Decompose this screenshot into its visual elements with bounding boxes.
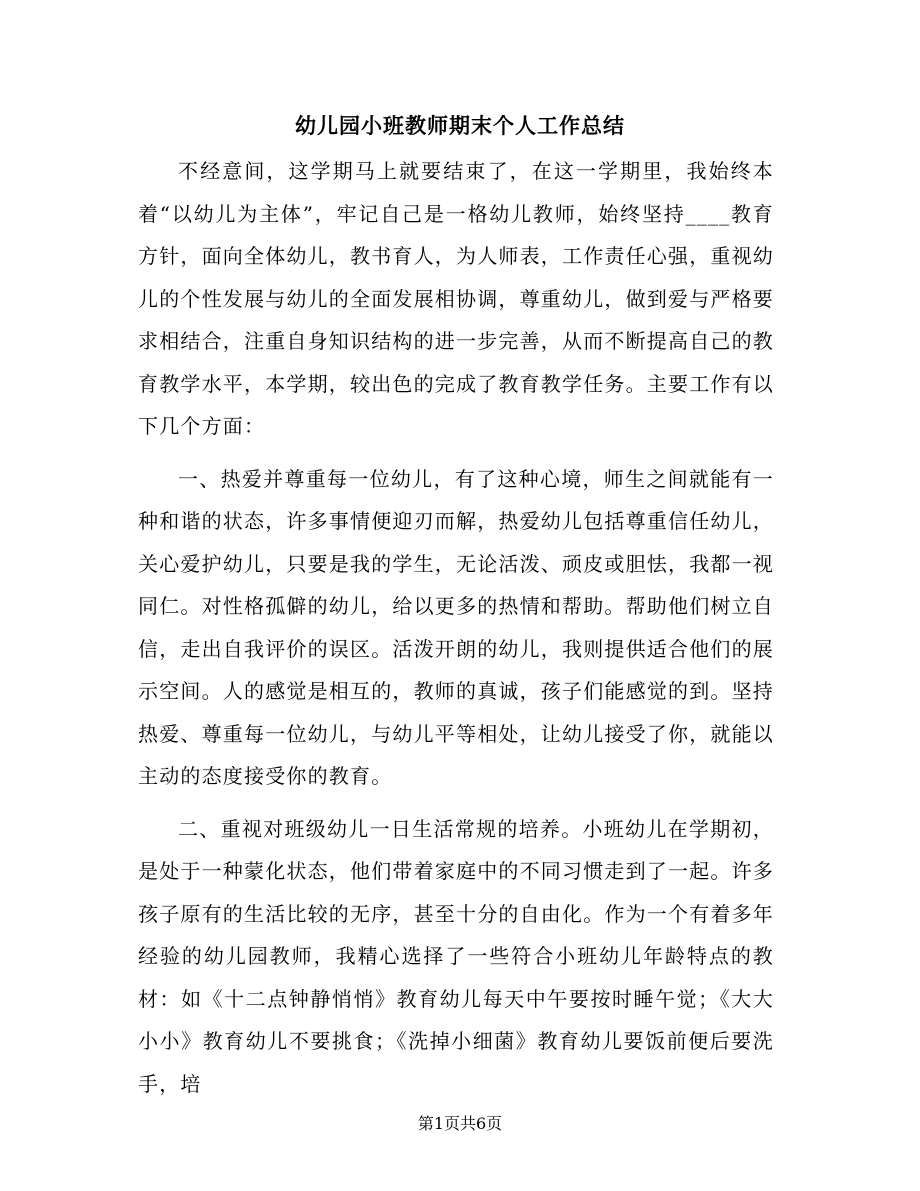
paragraph-spacer: [138, 798, 774, 808]
paragraph-spacer: [138, 448, 774, 458]
document-title: 幼儿园小班教师期末个人工作总结: [295, 113, 625, 138]
page-number-footer: 第1页共6页: [417, 1114, 503, 1133]
document-body: [138, 150, 774, 1105]
paragraph-intro: 不经意间，这学期马上就要结束了，在这一学期里，我始终本着“以幼儿为主体”，牢记自己是一格幼儿教师，始终坚持____教育方针，面向全体幼儿，教书育人，为人师表，工作责任心强，重视幼儿的个性发展与幼儿的全面发展相协调，尊重幼儿，做到爱与严格要求相结合，注重自身知识结构的进一步完善，从而不断提高自己的教育教学水平，本学期，较出色的完成了教育教学任务。主要工作有以下几个方面：: [138, 159, 774, 438]
paragraph-section-two: 二、重视对班级幼儿一日生活常规的培养。小班幼儿在学期初，是处于一种蒙化状态，他们带着家庭中的不同习惯走到了一起。许多孩子原有的生活比较的无序，甚至十分的自由化。作为一个有着多年经验的幼儿园教师，我精心选择了一些符合小班幼儿年龄特点的教材：如《十二点钟静悄悄》教育幼儿每天中午要按时睡午觉；《大大小小》教育幼儿不要挑食；《洗掉小细菌》教育幼儿要饭前便后要洗手，培: [138, 816, 774, 1096]
paragraph-section-one: 一、热爱并尊重每一位幼儿，有了这种心境，师生之间就能有一种和谐的状态，许多事情便迎刃而解，热爱幼儿包括尊重信任幼儿，关心爱护幼儿，只要是我的学生，无论活泼、顽皮或胆怯，我都一视同仁。对性格孤僻的幼儿，给以更多的热情和帮助。帮助他们树立自信，走出自我评价的误区。活泼开朗的幼儿，我则提供适合他们的展示空间。人的感觉是相互的，教师的真诚，孩子们能感觉的到。坚持热爱、尊重每一位幼儿，与幼儿平等相处，让幼儿接受了你，就能以主动的态度接受你的教育。: [138, 466, 774, 788]
